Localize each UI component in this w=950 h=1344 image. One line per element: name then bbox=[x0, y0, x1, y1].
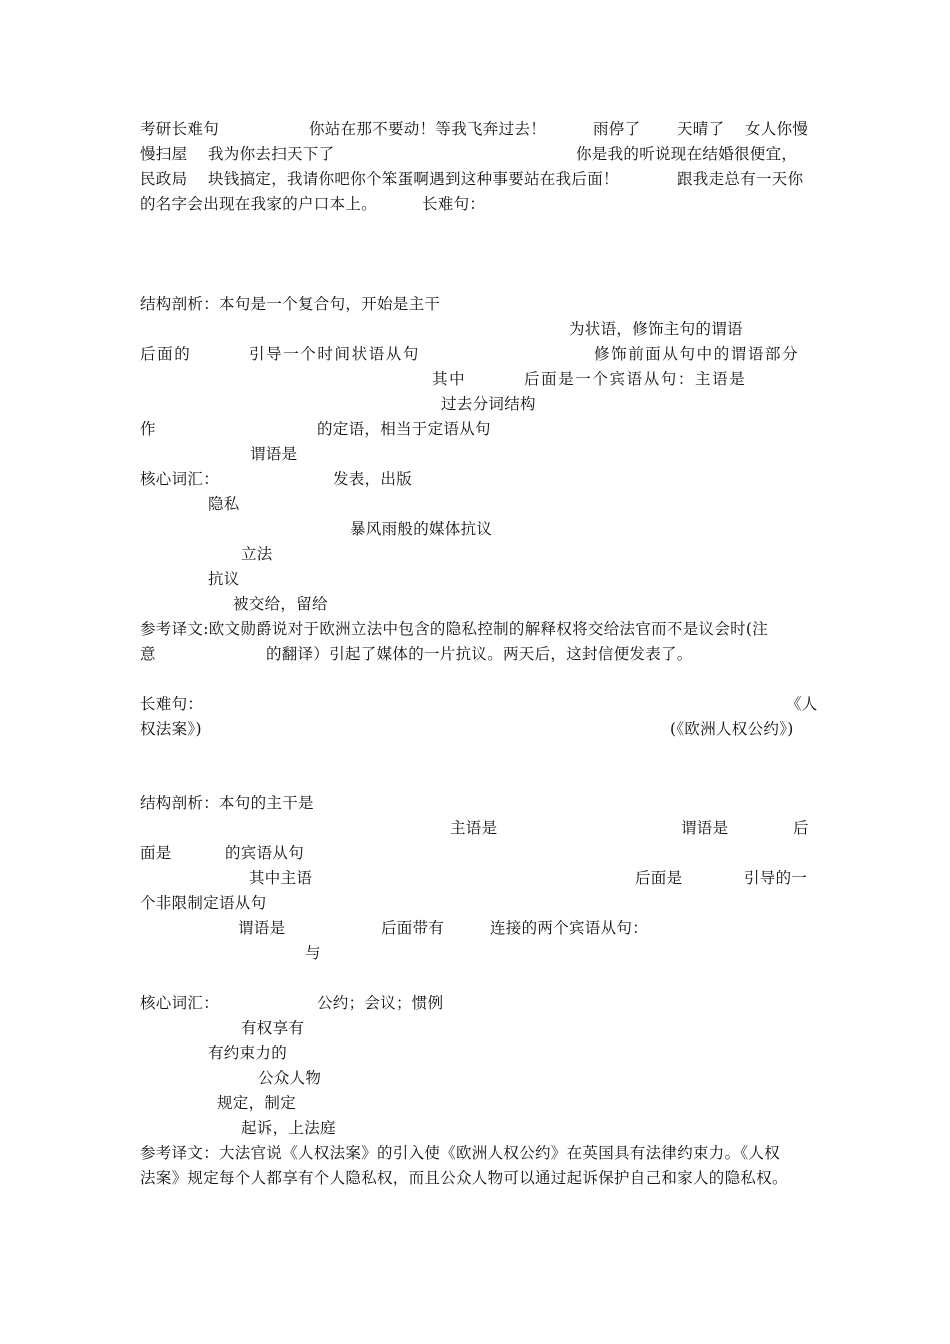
intro-text: 跟我走总有一天你 bbox=[677, 170, 804, 188]
vocab-item: 立法 bbox=[241, 545, 273, 563]
analysis-text: 主语是 bbox=[450, 819, 498, 837]
section-label: 长难句： bbox=[422, 195, 486, 213]
vocab-item: 有权享有 bbox=[241, 1019, 305, 1037]
analysis-text: 后面的 bbox=[140, 345, 192, 363]
analysis-heading: 结构剖析：本句的主干是 bbox=[140, 794, 314, 812]
analysis-text: 面是 bbox=[140, 844, 172, 862]
analysis-text: 连接的两个宾语从句： bbox=[490, 919, 649, 937]
translation-text: 的翻译）引起了媒体的一片抗议。两天后，这封信便发表了。 bbox=[266, 645, 693, 663]
analysis-text: 谓语是 bbox=[238, 919, 286, 937]
analysis-text: 个非限制定语从句 bbox=[140, 894, 267, 912]
vocab-heading: 核心词汇： bbox=[140, 994, 220, 1012]
analysis-text: 的定语，相当于定语从句 bbox=[317, 420, 491, 438]
analysis-text: 修饰前面从句中的谓语部分 bbox=[594, 345, 800, 363]
intro-text: 慢扫屋 bbox=[140, 145, 188, 163]
intro-text: 民政局 bbox=[140, 170, 188, 188]
intro-text: 你站在那不要动！等我飞奔过去！ bbox=[309, 120, 547, 138]
analysis-text: 引导一个时间状语从句 bbox=[249, 345, 421, 363]
analysis-text: 谓语是 bbox=[681, 819, 729, 837]
analysis-text: 谓语是 bbox=[250, 445, 298, 463]
vocab-item: 隐私 bbox=[208, 495, 240, 513]
intro-text: 我为你去扫天下了 bbox=[208, 145, 335, 163]
analysis-text: 作 bbox=[140, 420, 156, 438]
vocab-item: 有约束力的 bbox=[208, 1044, 288, 1062]
vocab-item: 发表，出版 bbox=[333, 470, 413, 488]
vocab-item: 暴风雨般的媒体抗议 bbox=[350, 520, 493, 538]
analysis-text: 后面是一个宾语从句：主语是 bbox=[524, 370, 747, 388]
vocab-item: 被交给，留给 bbox=[233, 595, 328, 613]
analysis-text: 的宾语从句 bbox=[225, 844, 305, 862]
analysis-heading: 结构剖析：本句是一个复合句，开始是主干 bbox=[140, 295, 441, 313]
vocab-item: 抗议 bbox=[208, 570, 240, 588]
intro-text: 女人你慢 bbox=[745, 120, 809, 138]
intro-text: 雨停了 bbox=[593, 120, 641, 138]
vocab-item: 起诉，上法庭 bbox=[241, 1119, 336, 1137]
translation-text: 参考译文:欧文勋爵说对于欧洲立法中包含的隐私控制的解释权将交给法官而不是议会时(注 bbox=[140, 620, 769, 638]
sentence-fragment: 权法案》) bbox=[140, 720, 202, 738]
vocab-heading: 核心词汇： bbox=[140, 470, 220, 488]
analysis-text: 后面带有 bbox=[381, 919, 445, 937]
vocab-item: 规定，制定 bbox=[217, 1094, 297, 1112]
sentence-fragment: (《欧洲人权公约》) bbox=[670, 720, 794, 738]
analysis-text: 引导的一 bbox=[744, 869, 808, 887]
doc-title: 考研长难句 bbox=[140, 120, 220, 138]
intro-text: 块钱搞定，我请你吧你个笨蛋啊遇到这种事要站在我后面！ bbox=[208, 170, 619, 188]
vocab-item: 公约；会议；惯例 bbox=[317, 994, 444, 1012]
section-label: 长难句： bbox=[140, 695, 204, 713]
translation-text: 法案》规定每个人都享有个人隐私权，而且公众人物可以通过起诉保护自己和家人的隐私权。 bbox=[140, 1169, 788, 1187]
analysis-text: 其中主语 bbox=[249, 869, 313, 887]
vocab-item: 公众人物 bbox=[258, 1069, 322, 1087]
intro-text: 天晴了 bbox=[677, 120, 725, 138]
translation-text: 意 bbox=[140, 645, 156, 663]
analysis-text: 其中 bbox=[432, 370, 467, 388]
intro-text: 你是我的听说现在结婚很便宜， bbox=[576, 145, 798, 163]
translation-text: 参考译文：大法官说《人权法案》的引入使《欧洲人权公约》在英国具有法律约束力。《人权 bbox=[140, 1144, 781, 1162]
sentence-fragment: 《人 bbox=[786, 695, 818, 713]
analysis-text: 过去分词结构 bbox=[441, 395, 536, 413]
analysis-text: 后 bbox=[793, 819, 809, 837]
analysis-text: 后面是 bbox=[635, 869, 683, 887]
analysis-text: 为状语，修饰主句的谓语 bbox=[569, 320, 743, 338]
intro-text: 的名字会出现在我家的户口本上。 bbox=[140, 195, 378, 213]
analysis-text: 与 bbox=[305, 944, 321, 962]
